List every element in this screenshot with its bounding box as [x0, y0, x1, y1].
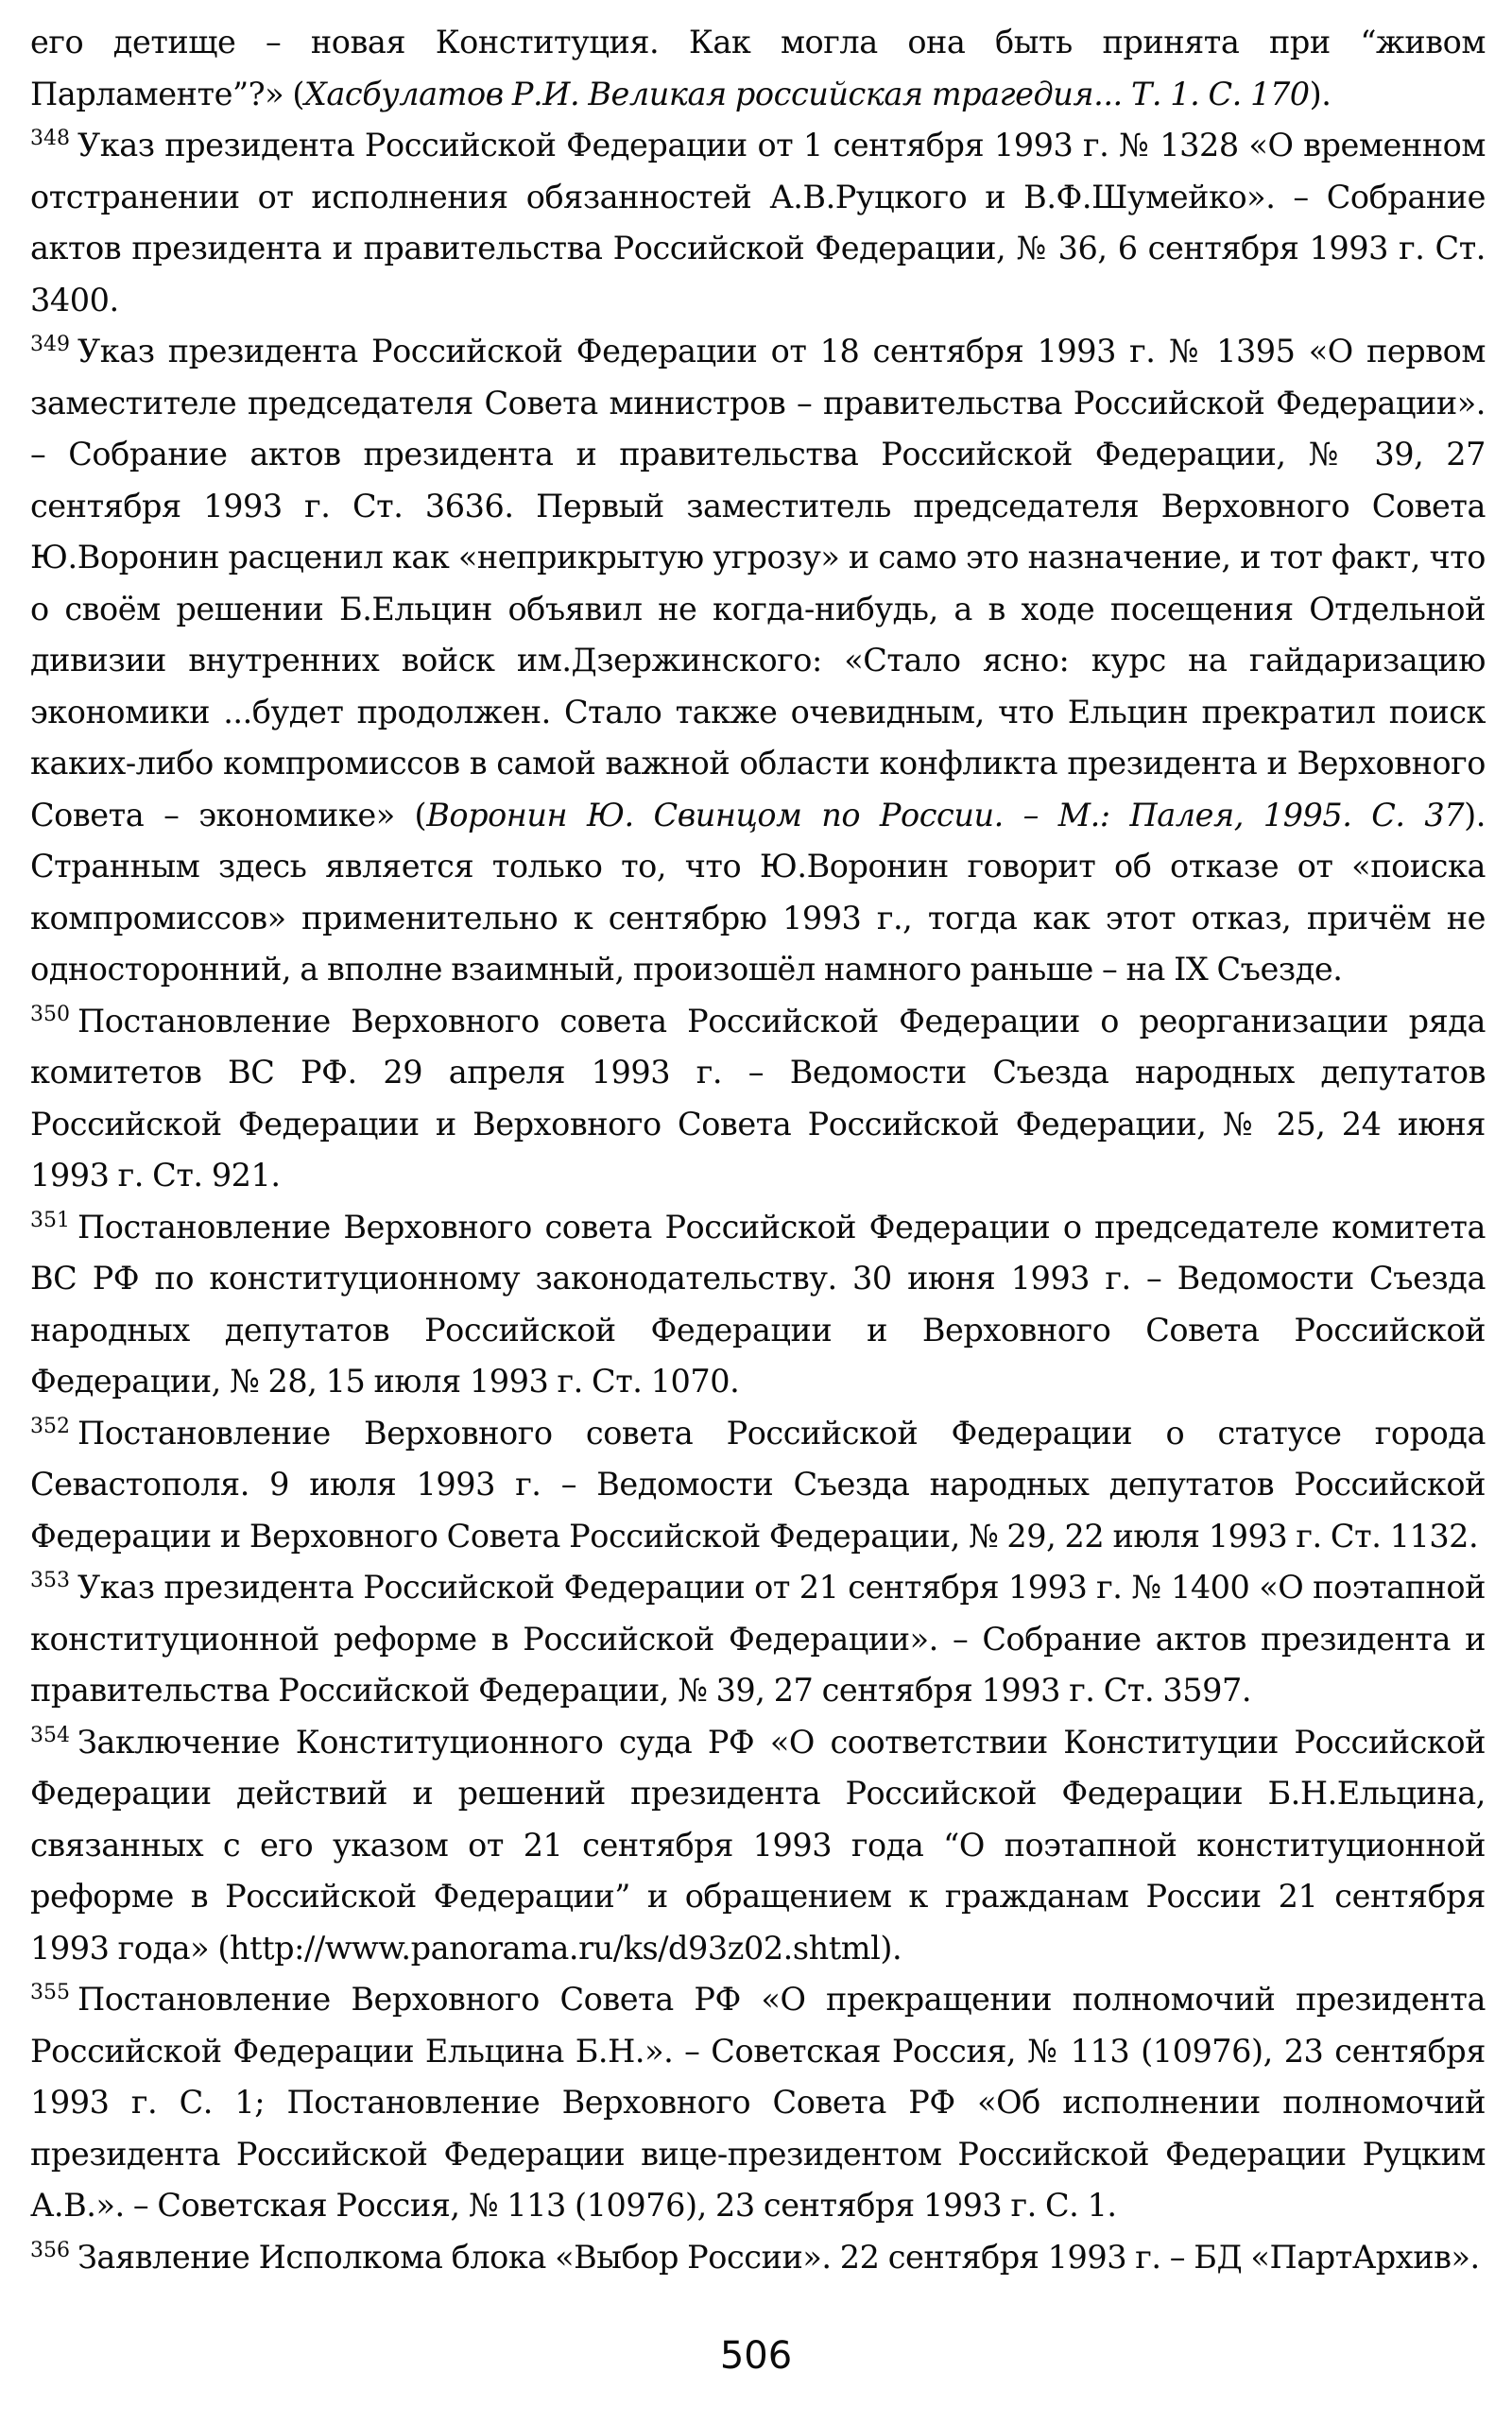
footnote-text: Постановление Верховного совета Российской Федерации о реорганизации ряда комитетов ВС РФ. 29 апреля 1993 г. – Ведомости Съезда народных депутатов Российской Федерации и Верховного Совета Российской Федерации, № 25, 24 июня 1993 г. Ст. 921. [30, 1002, 1486, 1194]
footnote-354 [30, 1717, 1486, 1975]
footnote-349 [30, 326, 1486, 996]
footnote-citation: Хасбулатов Р.И. Великая российская трагедия... Т. 1. С. 170 [304, 75, 1310, 112]
footnote-text: Указ президента Российской Федерации от 18 сентября 1993 г. № 1395 «О первом заместителе председателя Совета министров – правительства Российской Федерации». – Собрание актов президента и правительства Российской Федерации, № 39, 27 сентября 1993 г. Ст. 3636. Первый заместитель председателя Верховного Совета Ю.Воронин расценил как «неприкрытую угрозу» и само это назначение, и тот факт, что о своём решении Б.Ельцин объявил не когда-нибудь, а в ходе посещения Отдельной дивизии внутренних войск им.Дзержинского: «Стало ясно: курс на гайдаризацию экономики ...будет продолжен. Стало также очевидным, что Ельцин прекратил поиск каких-либо компромиссов в самой важной области конфликта президента и Верховного Совета – экономике» ( [30, 333, 1486, 833]
footnote-number: 351 [30, 1208, 70, 1232]
footnote-text: его детище – новая Конституция. Как могла она быть принята при “живом Парламенте”?» ( [30, 24, 1486, 112]
footnote-text: Постановление Верховного совета Российской Федерации о председателе комитета ВС РФ по конституционному законодательству. 30 июня 1993 г. – Ведомости Съезда народных депутатов Российской Федерации и Верховного Совета Российской Федерации, № 28, 15 июля 1993 г. Ст. 1070. [30, 1208, 1486, 1400]
footnote-number: 348 [30, 127, 70, 150]
footnote-number: 353 [30, 1569, 70, 1592]
footnote-number: 355 [30, 1981, 70, 2004]
footnote-text: Указ президента Российской Федерации от 21 сентября 1993 г. № 1400 «О поэтапной конституционной реформе в Российской Федерации». – Собрание актов президента и правительства Российской Федерации, № 39, 27 сентября 1993 г. Ст. 3597. [30, 1569, 1486, 1709]
footnote-351 [30, 1202, 1486, 1408]
footnote-text: Указ президента Российской Федерации от 1 сентября 1993 г. № 1328 «О временном отстранении от исполнения обязанностей А.В.Руцкого и В.Ф.Шумейко». – Собрание актов президента и правительства Российской Федерации, № 36, 6 сентября 1993 г. Ст. 3400. [30, 127, 1486, 318]
footnote-353 [30, 1562, 1486, 1717]
footnote-number: 349 [30, 333, 70, 356]
footnote-citation: Воронин Ю. Свинцом по России. – М.: Палея, 1995. С. 37 [426, 796, 1465, 833]
footnote-text: Заявление Исполкома блока «Выбор России». 22 сентября 1993 г. – БД «ПартАрхив». [77, 2238, 1480, 2276]
footnote-348 [30, 120, 1486, 326]
page-number: 506 [719, 2334, 793, 2378]
page [30, 17, 1486, 2283]
footnote-355 [30, 1974, 1486, 2232]
footnote-350 [30, 996, 1486, 1202]
footnote-text: Постановление Верховного Совета РФ «О прекращении полномочий президента Российской Федерации Ельцина Б.Н.». – Советская Россия, № 113 (10976), 23 сентября 1993 г. С. 1; Постановление Верховного Совета РФ «Об исполнении полномочий президента Российской Федерации вице-президентом Российской Федерации Руцким А.В.». – Советская Россия, № 113 (10976), 23 сентября 1993 г. С. 1. [30, 1981, 1486, 2224]
footnote-text: Заключение Конституционного суда РФ «О соответствии Конституции Российской Федерации действий и решений президента Российской Федерации Б.Н.Ельцина, связанных с его указом от 21 сентября 1993 года “О поэтапной конституционной реформе в Российской Федерации” и обращением к гражданам России 21 сентября 1993 года» (http://www.panorama.ru/ks/d93z02.shtml). [30, 1723, 1486, 1967]
footnote-352 [30, 1408, 1486, 1563]
footnote-number: 354 [30, 1723, 70, 1747]
footnote-text-after: ). Странным здесь является только то, что Ю.Воронин говорит об отказе от «поиска компромиссов» применительно к сентябрю 1993 г., тогда как этот отказ, причём не односторонний, а вполне взаимный, произошёл намного раньше – на IX Съезде. [30, 796, 1486, 988]
footnote-text: Постановление Верховного совета Российской Федерации о статусе города Севастополя. 9 июля 1993 г. – Ведомости Съезда народных депутатов Российской Федерации и Верховного Совета Российской Федерации, № 29, 22 июля 1993 г. Ст. 1132. [30, 1414, 1486, 1555]
footnote-356 [30, 2232, 1486, 2284]
footnote-text-after: ). [1309, 75, 1332, 112]
footnote-number: 352 [30, 1414, 70, 1438]
footnote-number: 356 [30, 2238, 70, 2262]
footnote-number: 350 [30, 1002, 70, 1026]
footnote-continuation [30, 17, 1486, 120]
footnotes [30, 17, 1486, 2283]
